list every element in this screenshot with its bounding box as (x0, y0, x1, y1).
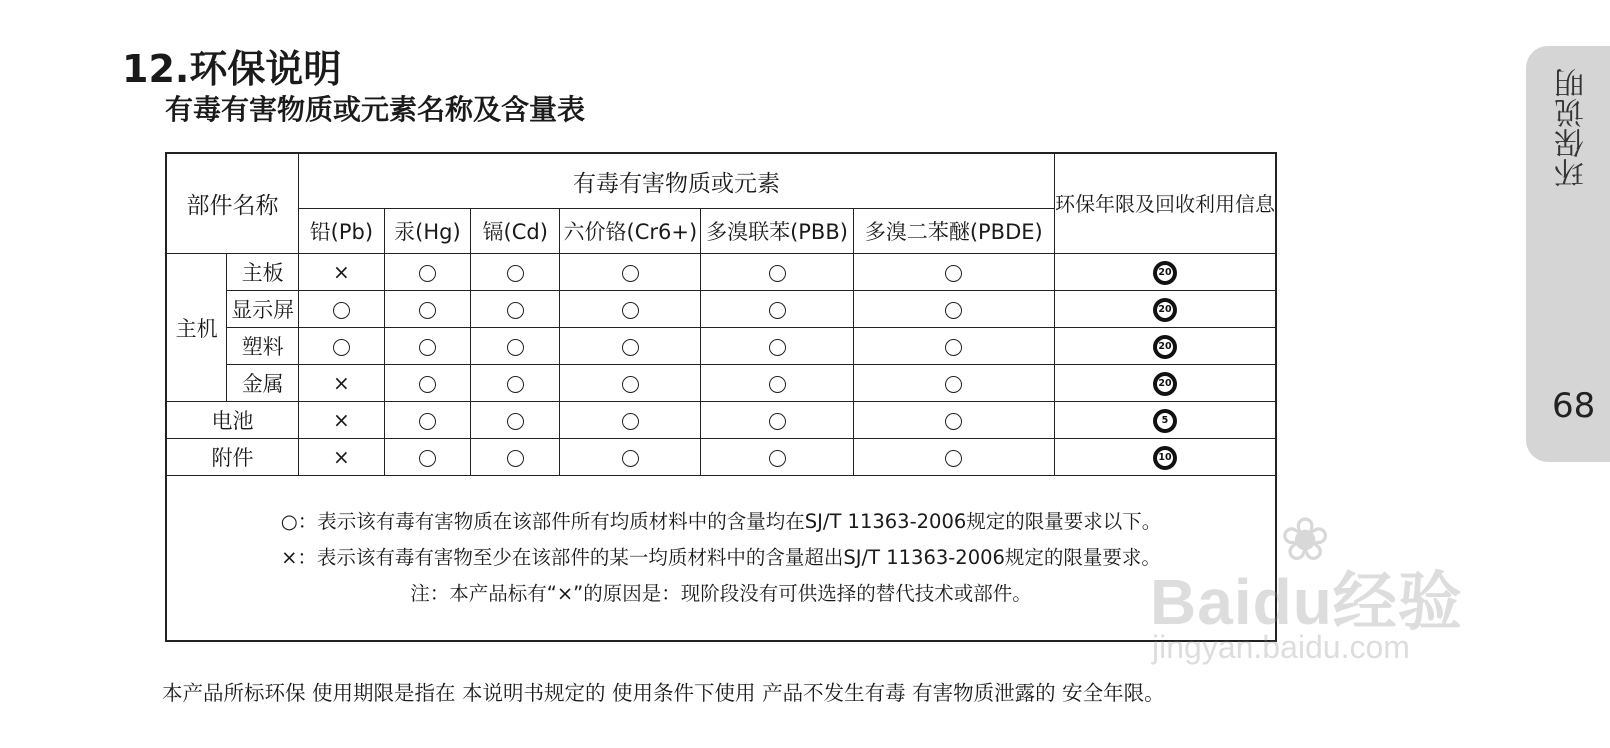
compliant-circle-mark (622, 413, 639, 430)
compliant-circle-mark (419, 265, 436, 282)
compliant-circle-mark (622, 265, 639, 282)
table-row (166, 254, 1276, 291)
part-name-cell: 附件 (166, 439, 299, 476)
part-name-cell: 金属 (227, 365, 299, 402)
compliant-circle-mark (769, 339, 786, 356)
compliant-circle-mark (419, 302, 436, 319)
eco-period-years: 20 (1157, 265, 1173, 281)
notes-cell (166, 476, 1276, 642)
substance-mark-cell (299, 291, 385, 328)
note-circle-meaning: ○：表示该有毒有害物质在该部件所有均质材料中的含量均在SJ/T 11363-2006规定的限量要求以下。 (280, 510, 1162, 533)
eco-period-cell (1054, 402, 1276, 439)
eco-info-header: 环保年限及回收利用信息 (1054, 153, 1276, 254)
compliant-circle-mark (419, 376, 436, 393)
table-row (166, 291, 1276, 328)
substance-mark-cell (299, 328, 385, 365)
substance-mark-cell (560, 402, 701, 439)
eco-period-years: 5 (1157, 413, 1173, 429)
substance-mark-cell (471, 402, 560, 439)
eco-period-cell (1054, 254, 1276, 291)
substance-mark-cell (701, 291, 853, 328)
substance-mark-cell (299, 365, 385, 402)
eco-period-icon (1153, 261, 1177, 285)
compliant-circle-mark (507, 302, 524, 319)
table-row (166, 439, 1276, 476)
eco-period-cell (1054, 328, 1276, 365)
compliant-circle-mark (622, 450, 639, 467)
part-name-cell: 主板 (227, 254, 299, 291)
compliant-circle-mark (622, 302, 639, 319)
substance-mark-cell (384, 365, 470, 402)
substance-mark-cell (471, 254, 560, 291)
substance-mark-cell (384, 254, 470, 291)
eco-period-years: 20 (1157, 376, 1173, 392)
compliant-circle-mark (507, 339, 524, 356)
table-row (166, 402, 1276, 439)
eco-period-years: 20 (1157, 339, 1173, 355)
watermark-brand: Baidu经验 (1150, 566, 1463, 638)
compliant-circle-mark (945, 265, 962, 282)
eco-period-cell (1054, 291, 1276, 328)
exceeds-cross-mark: × (333, 371, 350, 395)
substance-mark-cell (471, 439, 560, 476)
table-row (166, 328, 1276, 365)
substance-mark-cell (701, 365, 853, 402)
substance-mark-cell (701, 328, 853, 365)
substance-mark-cell (853, 439, 1054, 476)
hazardous-substance-table (165, 152, 1277, 642)
substance-mark-cell (701, 402, 853, 439)
eco-period-cell (1054, 365, 1276, 402)
footer-note: 本产品所标环保 使用期限是指在 本说明书规定的 使用条件下使用 产品不发生有毒 有害物质泄露的 安全年限。 (162, 681, 1165, 705)
eco-period-icon (1153, 372, 1177, 396)
part-name-header: 部件名称 (166, 153, 299, 254)
substance-mark-cell (384, 291, 470, 328)
compliant-circle-mark (769, 265, 786, 282)
exceeds-cross-mark: × (333, 408, 350, 432)
substance-mark-cell (471, 291, 560, 328)
substance-group-header: 有毒有害物质或元素 (299, 153, 1055, 209)
compliant-circle-mark (419, 339, 436, 356)
substance-mark-cell (560, 254, 701, 291)
table-body (166, 254, 1276, 476)
substance-mark-cell (560, 291, 701, 328)
substance-mark-cell (853, 254, 1054, 291)
note-cross-meaning: ×：表示该有毒有害物至少在该部件的某一均质材料中的含量超出SJ/T 11363-2006规定的限量要求。 (281, 546, 1161, 569)
eco-period-icon (1153, 298, 1177, 322)
compliant-circle-mark (769, 413, 786, 430)
compliant-circle-mark (507, 450, 524, 467)
substance-mark-cell (560, 328, 701, 365)
substance-mark-cell (853, 365, 1054, 402)
substance-mark-cell (471, 365, 560, 402)
exceeds-cross-mark: × (333, 445, 350, 469)
compliant-circle-mark (333, 339, 350, 356)
compliant-circle-mark (507, 413, 524, 430)
substance-mark-cell (701, 439, 853, 476)
host-group-label: 主机 (166, 254, 227, 402)
compliant-circle-mark (419, 450, 436, 467)
side-tab-label: 环保说明 (1555, 68, 1590, 188)
compliant-circle-mark (945, 450, 962, 467)
compliant-circle-mark (769, 302, 786, 319)
compliant-circle-mark (333, 302, 350, 319)
substance-mark-cell (560, 439, 701, 476)
substance-header-hg: 汞(Hg) (384, 209, 470, 254)
substance-header-pbb: 多溴联苯(PBB) (701, 209, 853, 254)
compliant-circle-mark (507, 376, 524, 393)
note-reason: 注：本产品标有“×”的原因是：现阶段没有可供选择的替代技术或部件。 (410, 582, 1032, 605)
substance-header-cd: 镉(Cd) (471, 209, 560, 254)
part-name-cell: 电池 (166, 402, 299, 439)
compliant-circle-mark (622, 339, 639, 356)
section-title: 12.环保说明 (122, 47, 342, 91)
substance-mark-cell (701, 254, 853, 291)
compliant-circle-mark (945, 413, 962, 430)
compliant-circle-mark (769, 450, 786, 467)
part-name-cell: 塑料 (227, 328, 299, 365)
substance-mark-cell (384, 328, 470, 365)
table-row (166, 365, 1276, 402)
substance-mark-cell (471, 328, 560, 365)
eco-period-icon (1153, 446, 1177, 470)
compliant-circle-mark (769, 376, 786, 393)
substance-mark-cell (853, 402, 1054, 439)
substance-mark-cell (853, 328, 1054, 365)
substance-mark-cell (299, 439, 385, 476)
part-name-cell: 显示屏 (227, 291, 299, 328)
table-subtitle: 有毒有害物质或元素名称及含量表 (165, 93, 586, 126)
page-number: 68 (1552, 386, 1596, 426)
substance-header-pb: 铅(Pb) (299, 209, 385, 254)
substance-mark-cell (299, 402, 385, 439)
compliant-circle-mark (945, 376, 962, 393)
eco-period-icon (1153, 409, 1177, 433)
eco-period-cell (1054, 439, 1276, 476)
compliant-circle-mark (945, 302, 962, 319)
paw-icon: ❀ (1280, 505, 1331, 575)
substance-header-pbde: 多溴二苯醚(PBDE) (853, 209, 1054, 254)
eco-period-icon (1153, 335, 1177, 359)
compliant-circle-mark (622, 376, 639, 393)
compliant-circle-mark (419, 413, 436, 430)
compliant-circle-mark (507, 265, 524, 282)
substance-mark-cell (853, 291, 1054, 328)
substance-mark-cell (384, 439, 470, 476)
eco-period-years: 10 (1157, 450, 1173, 466)
eco-period-years: 20 (1157, 302, 1173, 318)
substance-mark-cell (299, 254, 385, 291)
compliant-circle-mark (945, 339, 962, 356)
substance-mark-cell (384, 402, 470, 439)
exceeds-cross-mark: × (333, 260, 350, 284)
substance-header-cr6: 六价铬(Cr6+) (560, 209, 701, 254)
substance-mark-cell (560, 365, 701, 402)
watermark-url: jingyan.baidu.com (1152, 629, 1410, 665)
